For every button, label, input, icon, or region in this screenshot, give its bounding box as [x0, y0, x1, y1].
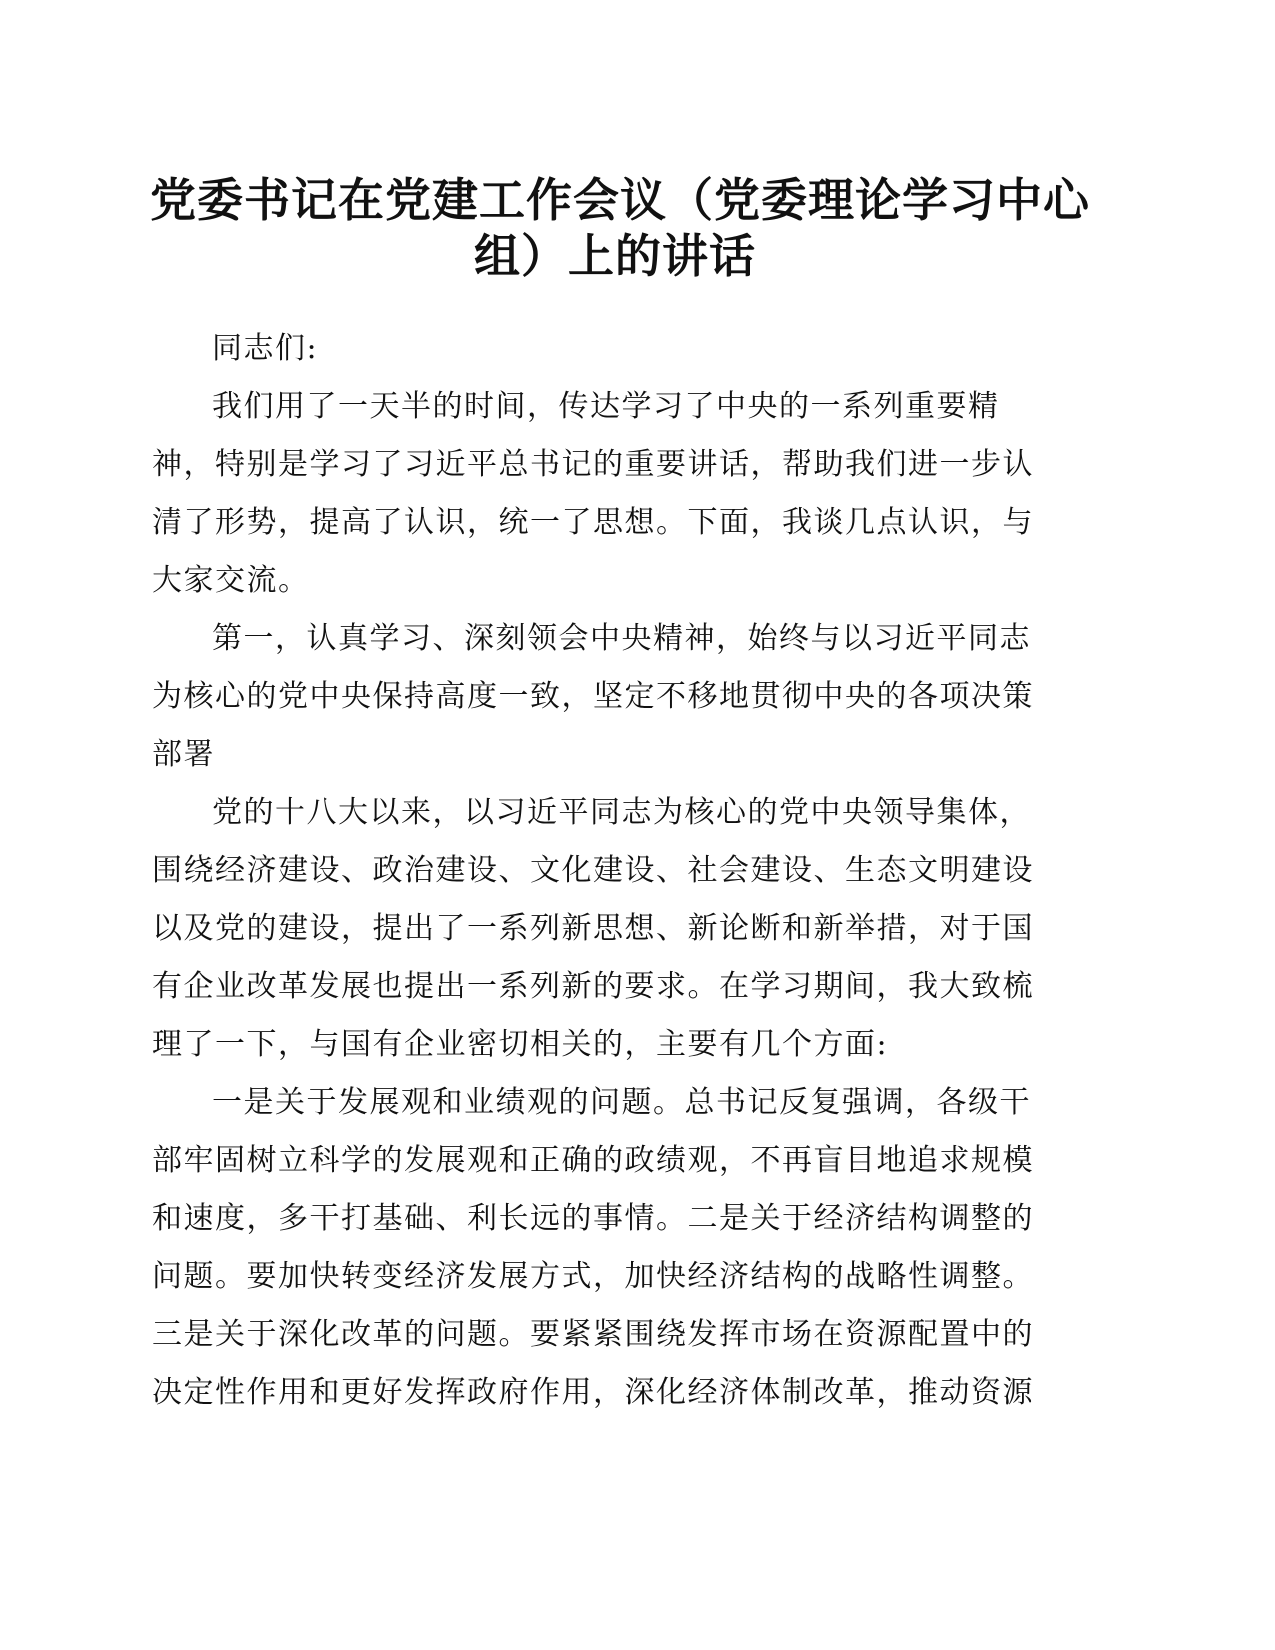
text-line: 我们用了一天半的时间，传达学习了中央的一系列重要精 — [212, 389, 1000, 424]
paragraph-4-cont — [152, 1132, 1077, 1422]
text-line: 围绕经济建设、政治建设、文化建设、社会建设、生态文明建设 — [152, 853, 1034, 888]
text-line: 部署 — [152, 737, 215, 772]
text-line: 清了形势，提高了认识，统一了思想。下面，我谈几点认识，与 — [152, 505, 1034, 540]
paragraph-1-cont — [152, 436, 1077, 610]
paragraph-1 — [152, 378, 1077, 436]
text-line: 有企业改革发展也提出一系列新的要求。在学习期间，我大致梳 — [152, 969, 1034, 1004]
paragraph-3 — [152, 784, 1077, 842]
paragraph-2-cont — [152, 668, 1077, 784]
salutation-text: 同志们: — [212, 331, 319, 366]
text-line: 和速度，多干打基础、利长远的事情。二是关于经济结构调整的 — [152, 1201, 1034, 1236]
text-line: 为核心的党中央保持高度一致，坚定不移地贯彻中央的各项决策 — [152, 679, 1034, 714]
text-line: 部牢固树立科学的发展观和正确的政绩观，不再盲目地追求规模 — [152, 1143, 1034, 1178]
text-line: 神，特别是学习了习近平总书记的重要讲话，帮助我们进一步认 — [152, 447, 1034, 482]
text-line: 决定性作用和更好发挥政府作用，深化经济体制改革，推动资源 — [152, 1375, 1034, 1410]
text-line: 党的十八大以来，以习近平同志为核心的党中央领导集体， — [212, 795, 1031, 830]
paragraph-2 — [152, 610, 1077, 668]
text-line: 理了一下，与国有企业密切相关的，主要有几个方面: — [152, 1027, 889, 1062]
document-body — [152, 320, 1077, 1422]
paragraph-3-cont — [152, 842, 1077, 1074]
text-line: 三是关于深化改革的问题。要紧紧围绕发挥市场在资源配置中的 — [152, 1317, 1034, 1352]
text-line: 问题。要加快转变经济发展方式，加快经济结构的战略性调整。 — [152, 1259, 1034, 1294]
text-line: 一是关于发展观和业绩观的问题。总书记反复强调，各级干 — [212, 1085, 1031, 1120]
paragraph-4 — [152, 1074, 1077, 1132]
title-line: 党委书记在党建工作会议（党委理论学习中心 — [150, 173, 1090, 227]
title-line: 组）上的讲话 — [474, 229, 756, 283]
text-line: 大家交流。 — [152, 563, 310, 598]
text-line: 第一，认真学习、深刻领会中央精神，始终与以习近平同志 — [212, 621, 1031, 656]
salutation — [152, 320, 1077, 378]
text-line: 以及党的建设，提出了一系列新思想、新论断和新举措，对于国 — [152, 911, 1034, 946]
document-title — [150, 172, 1090, 284]
